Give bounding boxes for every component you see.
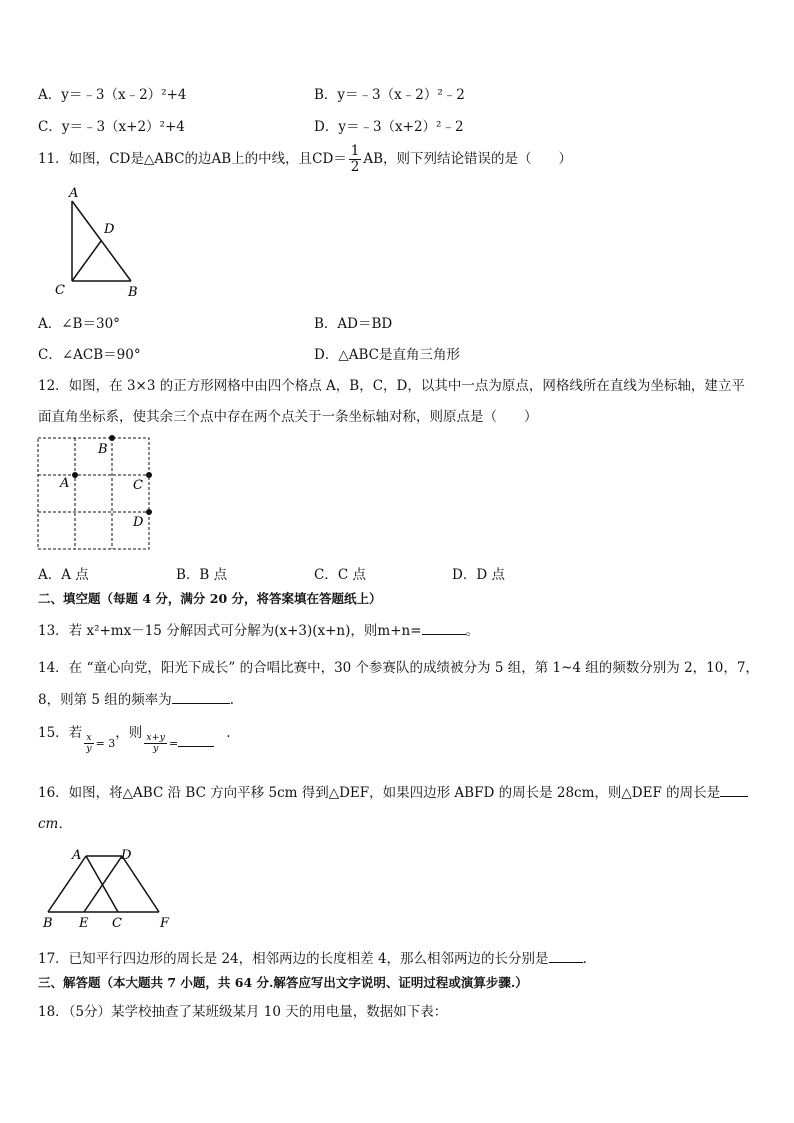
q16-line1-text: 16．如图，将△ABC 沿 BC 方向平移 5cm 得到△DEF，如果四边形 ABFD 的周长是 28cm，则△DEF 的周长是 [38,785,721,801]
q15-f2-num: x+y [146,731,165,743]
q11-label-d: D [104,222,115,237]
q16-line1 [38,781,748,801]
q12-point-d [146,509,152,515]
q10-option-b: B．y＝﹣3（x﹣2）²﹣2 [314,87,465,103]
q16-side-de [84,856,122,912]
q15-eq2: = [168,737,179,750]
q15-mid: ，则 [115,725,143,741]
q16-side-df [122,856,159,912]
q11-stem-mid: CD是△ABC的边AB上的中线，且CD＝ [109,151,347,167]
q12-point-b [109,435,115,441]
q16-label-d: D [121,848,132,863]
q12-grid-border [38,438,149,549]
q11-frac-num: 1 [350,143,360,160]
q14-line1: 14．在 “童心向党，阳光下成长” 的合唱比赛中，30 个参赛队的成绩被分为 5 组，第 1~4 组的频数分别为 2，10，7， [38,660,759,676]
q16-label-a: A [72,848,82,863]
q11-option-b: B．AD＝BD [314,316,393,332]
q11-option-a: A．∠B＝30° [38,316,120,332]
q11-stem-post: AB，则下列结论错误的是（ ） [363,151,573,167]
q15-eq1: = 3 [95,737,116,750]
q13 [38,619,479,639]
q11-fraction [349,144,362,175]
q14-line2-text: 8，则第 5 组的频率为 [38,692,172,708]
q15-pre: 15．若 [38,725,83,741]
q10-option-d: D．y＝﹣3（x+2）²﹣2 [314,119,464,135]
q15-f2-den: y [152,743,159,754]
q15-answer-blank[interactable] [178,734,214,747]
q12-grid-figure [36,434,166,552]
q16-label-c: C [112,916,122,931]
q15-fraction-2 [144,733,167,755]
q11-label-c: C [55,283,65,298]
q17-text: 17．已知平行四边形的周长是 24，相邻两边的长度相差 4，那么相邻两边的长分别是 [38,951,549,967]
q11-frac-den: 2 [350,159,360,175]
q15-post: . [226,725,231,741]
q16-figure [38,843,178,933]
q18-text: 18．（5分）某学校抽查了某班级某月 10 天的用电量，数据如下表： [38,1004,448,1020]
section-3-heading: 三、解答题（本大题共 7 小题，共 64 分.解答应写出文字说明、证明过程或演算步骤.） [38,975,528,990]
q16-label-f: F [160,916,170,931]
q15-f1-num: x [84,733,93,744]
q12-label-b: B [98,442,108,457]
q15-f1-den: y [86,743,92,754]
q12-option-b: B．B 点 [176,567,228,583]
q12-point-c [146,472,152,478]
q12-line2: 面直角坐标系，使其余三个点中存在两个点关于一条坐标轴对称，则原点是（ ） [38,409,538,425]
q15 [38,718,230,759]
q13-post: 。 [465,623,480,639]
q17-post: . [582,951,587,967]
q16-line2: cm． [38,816,72,832]
q13-text: 13．若 x²+mx－15 分解因式可分解为(x+3)(x+n)，则m+n= [38,623,422,639]
q11-figure [45,183,155,303]
q11-median-cd [72,241,101,281]
q11-label-a: A [69,186,79,201]
q16-label-e: E [79,916,89,931]
q12-option-d: D．D 点 [452,567,505,583]
q11-option-d: D．△ABC是直角三角形 [314,347,460,363]
q16-label-b: B [43,916,53,931]
q13-answer-blank[interactable] [422,622,466,635]
q12-label-c: C [133,478,143,493]
q17-answer-blank[interactable] [549,950,583,963]
q12-label-a: A [60,476,70,491]
section-2-heading: 二、填空题（每题 4 分，满分 20 分，将答案填在答题纸上） [38,591,382,606]
q16-side-ab [48,856,86,912]
q11-stem [38,141,572,177]
q10-option-a: A．y＝﹣3（x﹣2）²+4 [38,87,187,103]
q15-fraction-1 [84,733,93,755]
q12-point-a [72,472,78,478]
q12-option-a: A．A 点 [38,567,89,583]
q11-label-b: B [128,285,138,300]
q14-post: . [229,692,235,708]
q11-option-c: C．∠ACB＝90° [38,347,141,363]
q12-label-d: D [133,515,144,530]
q14-line2 [38,688,234,708]
q16-side-ac [86,856,118,912]
q10-option-c: C．y＝﹣3（x+2）²+4 [38,119,185,135]
q12-line1: 12．如图，在 3×3 的正方形网格中由四个格点 A，B，C，D，以其中一点为原点，网格线所在直线为坐标轴，建立平 [38,378,745,394]
q16-answer-blank[interactable] [720,784,748,797]
q11-stem-pre: 11．如图， [38,151,110,167]
q14-answer-blank[interactable] [172,691,230,704]
q17 [38,947,587,967]
q12-option-c: C．C 点 [314,567,366,583]
